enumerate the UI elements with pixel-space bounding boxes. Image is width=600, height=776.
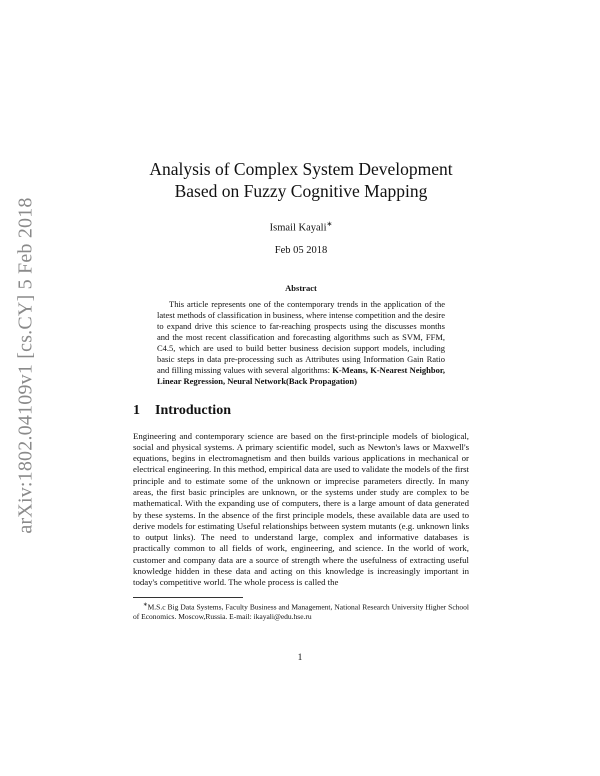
footnote-text: M.S.c Big Data Systems, Faculty Business and Management, National Research University Higher School of Economics. Moscow,Russia. E-mail: ikayali@edu.hse.ru [133,602,469,622]
footnote-mark: ∗ [143,602,148,609]
paper-date: Feb 05 2018 [274,244,328,256]
abstract-algorithms: K-Means, K-Nearest Neighbor, Linear Regression, Neural Network(Back Propagation) [157,364,445,386]
author-line [133,220,469,234]
section-number: 1 [133,402,140,418]
abstract-text: This article represents one of the contemporary trends in the application of the latest methods of classification in business, where intense competition and the desire to expand drive this science to far-reaching prospects using the discusses months and the most recent classification and forecasting algorithms such as SVM, FFM, C4.5, which are used to build better business decision support models, including basic steps in data pre-processing such as Attributes using Information Gain Ratio and filling missing values with several algorithms: [157,298,445,375]
paper-page [133,158,469,629]
paper-title: Analysis of Complex System Development Based on Fuzzy Cognitive Mapping [149,159,453,201]
author-name: Ismail Kayali [269,222,327,234]
section-title: Introduction [155,402,231,418]
abstract-body [157,299,445,387]
page-number: 1 [297,653,303,663]
author-footnote-mark: ∗ [326,220,333,228]
footnote-divider [133,597,243,598]
arxiv-identifier: arXiv:1802.04109v1 [cs.CY] 5 Feb 2018 [14,196,37,534]
introduction-paragraph: Engineering and contemporary science are based on the first-principle models of biological, social and physical systems. A primary scientific model, such as Newton's laws or Maxwell's equations, begins in electromagnetism and then builds various applications in mechanical or electrical engineering. In this method, empirical data are used to validate the models of the first principle and to estimate some of the unknown or imprecise parameters directly. In many areas, the first basic principles are unknown, or the systems under study are complex to be mathematical. With the expanding use of computers, there is a large amount of data generated by these systems. In the absence of the first principle models, these available data are used to derive models for estimating Useful relationships between system mutants (e.g. unknown links to output links). The need to understand large, complex and informative databases is practically common to all fields of work, engineering, and science. In the world of work, customer and company data are a source of strength where the usefulness of extracting useful knowledge hidden in these data and acting on this knowledge is increasingly important in today's competitive world. The whole process is called the [133,430,469,588]
section-heading [133,403,469,419]
arxiv-stamp [6,190,46,540]
abstract-heading: Abstract [285,282,317,293]
author-footnote [133,601,469,622]
